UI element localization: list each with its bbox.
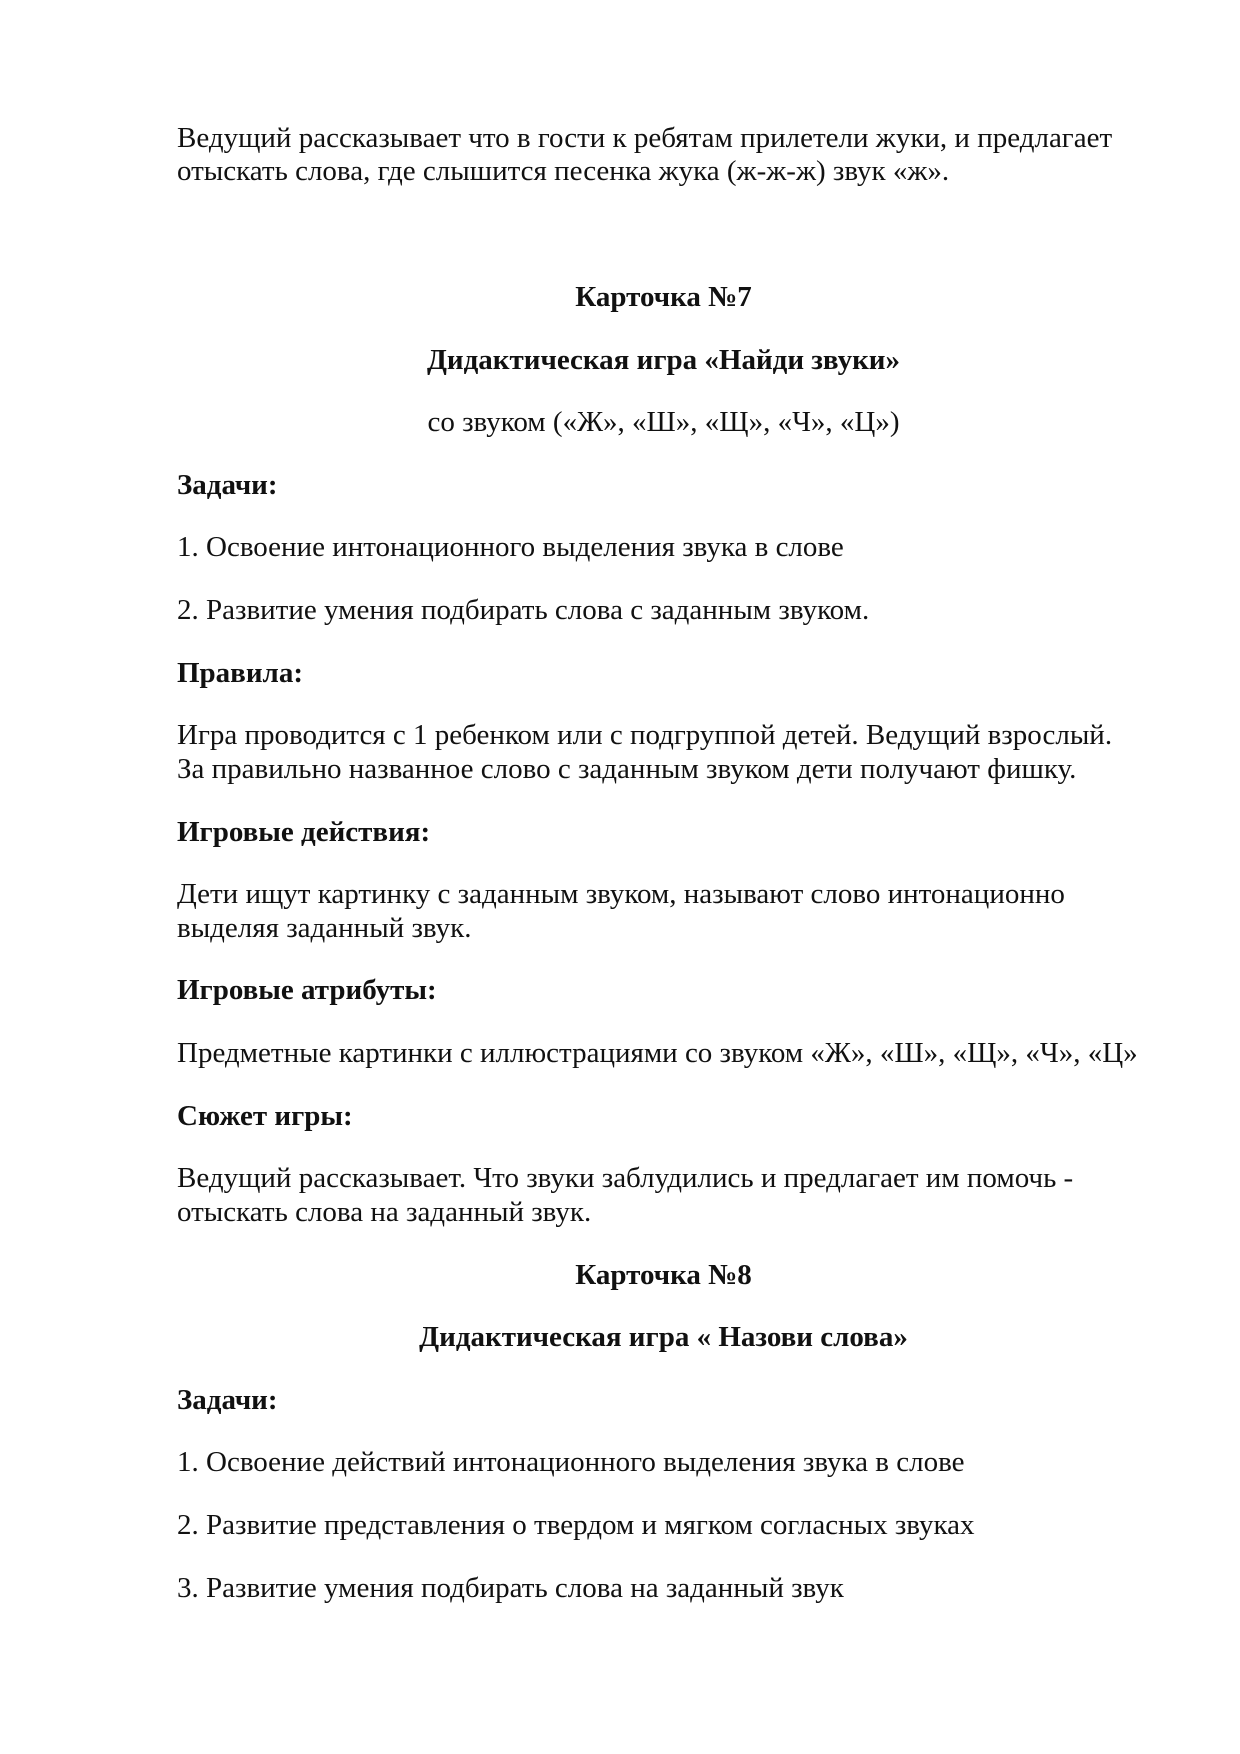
card8-game-title: Дидактическая игра « Назови слова» xyxy=(419,1321,908,1353)
card7-actions-line: выделяя заданный звук. xyxy=(177,912,472,944)
card7-plot-line: Ведущий рассказывает. Что звуки заблудились и предлагает им помочь - xyxy=(177,1162,1074,1194)
card7-actions-line: Дети ищут картинку с заданным звуком, называют слово интонационно xyxy=(177,878,1065,910)
card7-rules-line: Игра проводится с 1 ребенком или с подгруппой детей. Ведущий взрослый. xyxy=(177,719,1113,751)
card7-rules-line: За правильно названное слово с заданным звуком дети получают фишку. xyxy=(177,753,1077,785)
card8-tasks-heading: Задачи: xyxy=(177,1384,278,1416)
card7-tasks-heading: Задачи: xyxy=(177,469,278,501)
card7-attributes-heading: Игровые атрибуты: xyxy=(177,974,437,1006)
card7-task-item: 1. Освоение интонационного выделения звука в слове xyxy=(177,531,844,563)
card7-actions-heading: Игровые действия: xyxy=(177,816,431,848)
card7-task-item: 2. Развитие умения подбирать слова с заданным звуком. xyxy=(177,594,870,626)
intro-text-line: отыскать слова, где слышится песенка жука (ж-ж-ж) звук «ж». xyxy=(177,155,950,187)
intro-text-line: Ведущий рассказывает что в гости к ребятам прилетели жуки, и предлагает xyxy=(177,122,1113,154)
card7-rules-heading: Правила: xyxy=(177,657,303,689)
card8-title: Карточка №8 xyxy=(575,1259,752,1291)
card8-task-item: 3. Развитие умения подбирать слова на заданный звук xyxy=(177,1572,844,1604)
card7-game-title: Дидактическая игра «Найди звуки» xyxy=(426,344,901,376)
card7-plot-line: отыскать слова на заданный звук. xyxy=(177,1196,592,1228)
card8-task-item: 2. Развитие представления о твердом и мягком согласных звуках xyxy=(177,1509,975,1541)
card7-title: Карточка №7 xyxy=(575,281,752,313)
card7-subtitle: со звуком («Ж», «Ш», «Щ», «Ч», «Ц») xyxy=(427,406,900,438)
card7-plot-heading: Сюжет игры: xyxy=(177,1100,353,1132)
card8-task-item: 1. Освоение действий интонационного выделения звука в слове xyxy=(177,1446,965,1478)
card7-attributes-text: Предметные картинки с иллюстрациями со звуком «Ж», «Ш», «Щ», «Ч», «Ц» xyxy=(177,1037,1138,1069)
